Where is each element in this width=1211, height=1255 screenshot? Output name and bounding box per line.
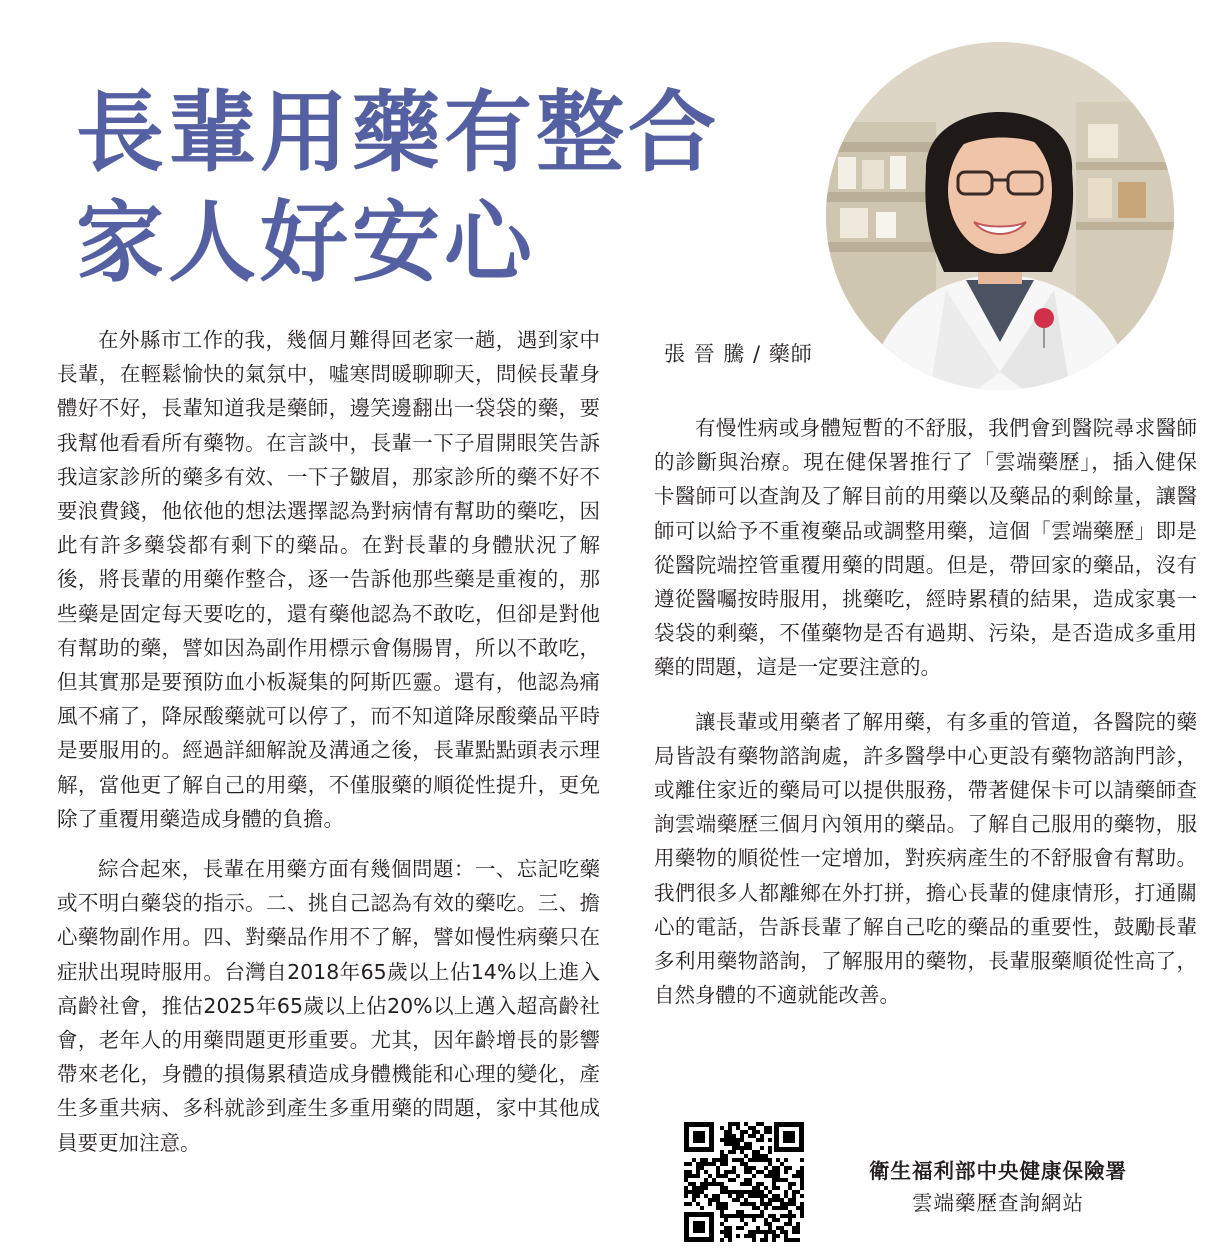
organization-name: 衛生福利部中央健康保險署 — [869, 1159, 1127, 1183]
portrait-illustration — [826, 42, 1174, 390]
article-column-right — [654, 411, 1197, 1012]
paragraph: 綜合起來，長輩在用藥方面有幾個問題：一、忘記吃藥或不明白藥袋的指示。二、挑自己認為有效的藥吃。三、擔心藥物副作用。四、對藥品作用不了解，譬如慢性病藥只在症狀出現時服用。台灣自2018年65歲以上佔14%以上進入高齡社會，推估2025年65歲以上佔20%以上邁入超高齡社會，老年人的用藥問題更形重要。尤其，因年齡增長的影響帶來老化，身體的損傷累積造成身體機能和心理的變化，產生多重共病、多科就診到產生多重用藥的問題，家中其他成員要更加注意。 — [57, 857, 600, 1155]
paragraph: 在外縣市工作的我，幾個月難得回老家一趟，遇到家中長輩，在輕鬆愉快的氣氛中，噓寒問暖聊聊天，問候長輩身體好不好，長輩知道我是藥師，邊笑邊翻出一袋袋的藥，要我幫他看看所有藥物。在言談中，長輩一下子眉開眼笑告訴我這家診所的藥多有效、一下子皺眉，那家診所的藥不好不要浪費錢，他依他的想法選擇認為對病情有幫助的藥吃，因此有許多藥袋都有剩下的藥品。在對長輩的身體狀況了解後，將長輩的用藥作整合，逐一告訴他那些藥是重複的，那些藥是固定每天要吃的，還有藥他認為不敢吃，但卻是對他有幫助的藥，譬如因為副作用標示會傷腸胃，所以不敢吃，但其實那是要預防血小板凝集的阿斯匹靈。還有，他認為痛風不痛了，降尿酸藥就可以停了，而不知道降尿酸藥品平時是要服用的。經過詳細解說及溝通之後，長輩點點頭表示理解，當他更了解自己的用藥，不僅服藥的順從性提升，更免除了重覆用藥造成身體的負擔。 — [57, 328, 600, 831]
paragraph: 讓長輩或用藥者了解用藥，有多重的管道，各醫院的藥局皆設有藥物諮詢處，許多醫學中心更設有藥物諮詢門診，或離住家近的藥局可以提供服務，帶著健保卡可以請藥師查詢雲端藥歷三個月內領用的藥品。了解自己服用的藥物，服用藥物的順從性一定增加，對疾病產生的不舒服會有幫助。我們很多人都離鄉在外打拼，擔心長輩的健康情形，打通關心的電話，告訴長輩了解自己吃的藥品的重要性，鼓勵長輩多利用藥物諮詢，了解服用的藥物，長輩服藥順從性高了，自然身體的不適就能改善。 — [654, 709, 1197, 1008]
article-column-left — [57, 323, 600, 1160]
site-name: 雲端藥歷查詢網站 — [912, 1191, 1084, 1215]
paragraph: 有慢性病或身體短暫的不舒服，我們會到醫院尋求醫師的診斷與治療。現在健保署推行了「雲端藥歷」，插入健保卡醫師可以查詢及了解目前的用藥以及藥品的剩餘量，讓醫師可以給予不重複藥品或調整用藥，這個「雲端藥歷」即是從醫院端控管重覆用藥的問題。但是，帶回家的藥品，沒有遵從醫囑按時服用，挑藥吃，經時累積的結果，造成家裏一袋袋的剩藥，不僅藥物是否有過期、污染，是否造成多重用藥的問題，這是一定要注意的。 — [654, 416, 1197, 680]
pharmacist-portrait — [826, 42, 1174, 390]
footer-organization — [832, 1155, 1164, 1219]
title-line-2: 家人好安心 — [76, 191, 537, 294]
article-title — [76, 78, 720, 298]
qr-code-graphic — [682, 1120, 806, 1244]
author-byline: 張 晉 騰 / 藥師 — [664, 342, 813, 366]
title-line-1: 長輩用藥有整合 — [76, 81, 721, 184]
qr-code-icon[interactable] — [682, 1120, 806, 1244]
